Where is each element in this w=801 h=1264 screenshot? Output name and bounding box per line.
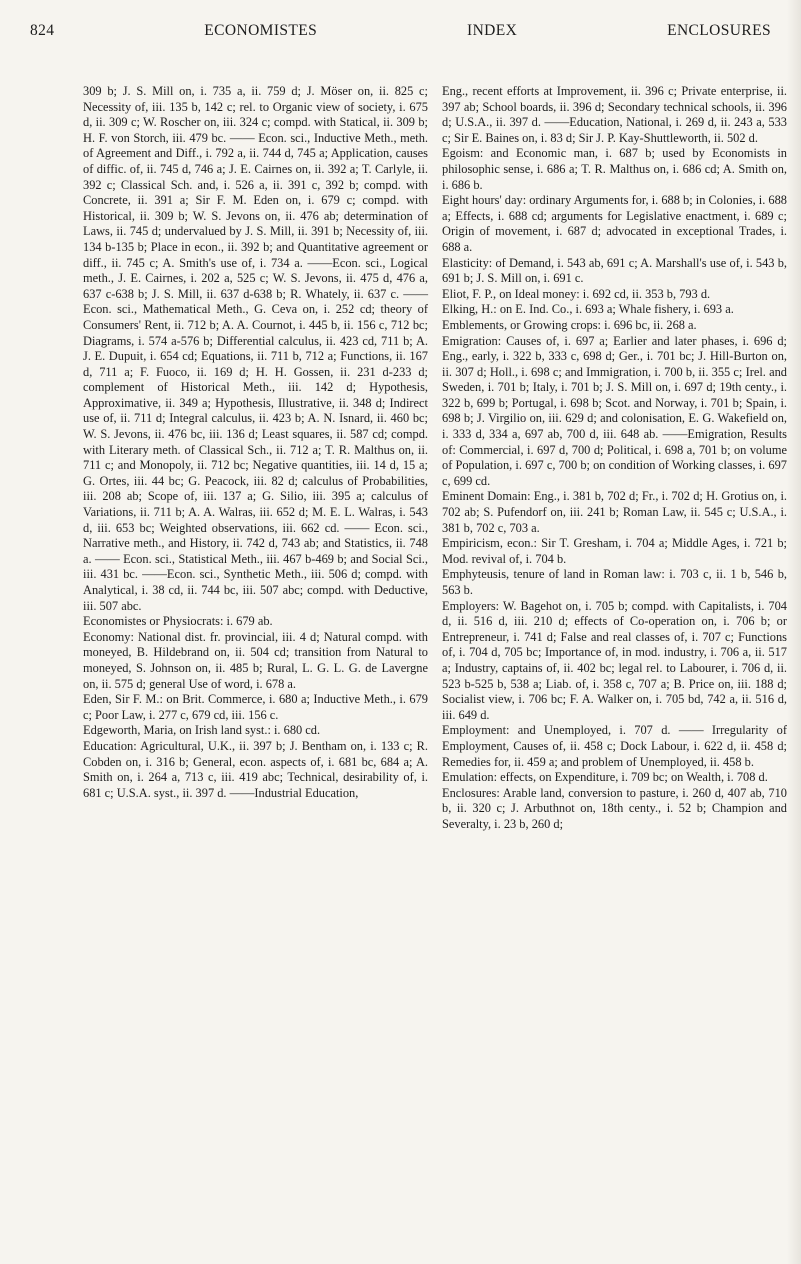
index-entry: Emigration: Causes of, i. 697 a; Earlier and later phases, i. 696 d; Eng., early, i. 322 b, 333 c, 698 d; Ger., i. 701 bc; J. Hill-Burton on, ii. 307 d; Holl., i. 698 c; and Immigration, i. 700 b, ii. 355 c; Irel. and Sweden, i. 701 b; Italy, i. 701 b; J. S. Mill on, i. 697 d; 19th centy., i. 322 b, 699 b; Portugal, i. 698 b; Scot. and Norway, i. 701 b; Spain, i. 698 b; J. Virgilio on, iii. 629 d; and colonisation, E. G. Wakefield on, i. 333 d, 334 a, 697 ab, 700 d, iii. 648 ab. ——Emigration, Results of: Commercial, i. 697 d, 700 d; Political, i. 698 a, 701 b; on volume of Population, i. 697 c, 700 b; on condition of Working classes, i. 697 c, 699 cd. [442, 333, 787, 488]
index-entry: Eden, Sir F. M.: on Brit. Commerce, i. 680 a; Inductive Meth., i. 679 c; Poor Law, i. 277 c, 679 cd, iii. 156 c. [83, 692, 428, 722]
index-entry: Economy: National dist. fr. provincial, iii. 4 d; Natural compd. with moneyed, B. Hildebrand on, ii. 504 cd; transition from Natural to moneyed, S. Johnson on, ii. 485 b; Rural, L. G. L. G. de Lavergne on, ii. 575 d; general Use of word, i. 678 a. [83, 629, 428, 691]
left-column [83, 84, 428, 801]
index-entry: Egoism: and Economic man, i. 687 b; used by Economists in philosophic sense, i. 686 a; T. R. Malthus on, i. 686 cd; A. Smith on, i. 686 b. [442, 146, 787, 192]
right-column [442, 84, 787, 833]
index-entry: Eng., recent efforts at Improvement, ii. 396 c; Private enterprise, ii. 397 ab; School boards, ii. 396 d; Secondary technical schools, ii. 396 d; U.S.A., ii. 397 d. ——Education, National, i. 269 d, ii. 243 a, 533 c; Sir E. Baines on, i. 83 d; Sir J. P. Kay-Shuttleworth, ii. 502 d. [442, 84, 787, 145]
index-entry: Elking, H.: on E. Ind. Co., i. 693 a; Whale fishery, i. 693 a. [442, 302, 734, 317]
index-entry: Emblements, or Growing crops: i. 696 bc, ii. 268 a. [442, 317, 697, 332]
page-number: 824 [30, 22, 55, 39]
index-entry: Eight hours' day: ordinary Arguments for, i. 688 b; in Colonies, i. 688 a; Effects, i. 688 cd; arguments for Legislative enactment, i. 689 c; Origin of movement, i. 687 d; advocated in exceptional Trades, i. 688 a. [442, 193, 787, 254]
index-entry: Eliot, F. P., on Ideal money: i. 692 cd, ii. 353 b, 793 d. [442, 286, 711, 301]
index-entry: Economistes or Physiocrats: i. 679 ab. [83, 614, 273, 629]
running-header [30, 22, 771, 44]
index-entry: Empiricism, econ.: Sir T. Gresham, i. 704 a; Middle Ages, i. 721 b; Mod. revival of, i. 704 b. [442, 536, 787, 566]
index-entry: Education: Agricultural, U.K., ii. 397 b; J. Bentham on, i. 133 c; R. Cobden on, i. 316 b; General, econ. aspects of, i. 681 bc, 684 a; A. Smith on, i. 264 a, 713 c, iii. 419 abc; Technical, desirability of, i. 681 c; U.S.A. syst., ii. 397 d. ——Industrial Education, [83, 738, 428, 800]
index-entry: Enclosures: Arable land, conversion to pasture, i. 260 d, 407 ab, 710 b, ii. 320 c; J. Arbuthnot on, 18th centy., i. 52 b; Champion and Severalty, i. 23 b, 260 d; [442, 785, 787, 831]
index-entry: 309 b; J. S. Mill on, i. 735 a, ii. 759 d; J. Möser on, ii. 825 c; Necessity of, iii. 135 b, 142 c; rel. to Organic view of society, i. 675 d, ii. 309 c; W. Roscher on, iii. 324 c; compd. with Statical, ii. 309 b; H. F. von Storch, iii. 479 bc. —— Econ. sci., Inductive Meth., meth. of Agreement and Diff., i. 792 a, ii. 744 d, 745 a; Application, causes of diffic. of, ii. 745 d, 746 a; J. E. Cairnes on, ii. 392 a; T. Carlyle, ii. 392 c; Classical Sch. and, i. 526 a, ii. 391 c, 392 b; compd. with Concrete, ii. 391 a; Sir F. M. Eden on, i. 679 c; compd. with Historical, ii. 309 b; W. S. Jevons on, ii. 476 ab; determination of Laws, ii. 745 d; undervalued by J. S. Mill, ii. 391 b; Necessity of, iii. 134 b-135 b; Place in econ., ii. 392 b; and Quantitative agreement or diff., ii. 745 c; A. Smith's use of, i. 734 a. ——Econ. sci., Logical meth., J. E. Cairnes, i. 202 a, 525 c; W. S. Jevons, ii. 475 d, 476 a, 637 c-638 b; J. S. Mill, ii. 637 d-638 b; R. Whately, ii. 637 c. ——Econ. sci., Mathematical Meth., G. Ceva on, i. 252 cd; theory of Consumers' Rent, ii. 712 b; A. A. Cournot, i. 445 b, ii. 156 c, 712 bc; Diagrams, i. 574 a-576 b; Differential calculus, ii. 423 cd, 711 b; A. J. E. Dupuit, i. 654 cd; Equations, ii. 711 b, 712 a; Functions, ii. 167 d, 711 a; F. Fuoco, ii. 169 d; H. H. Gossen, ii. 231 d-233 d; complement of Historical Meth., iii. 142 d; Hypothesis, Approximative, ii. 349 a; Hypothesis, Illustrative, ii. 348 d; Indirect use of, ii. 711 d; Integral calculus, ii. 423 b; A. N. Isnard, ii. 460 bc; W. S. Jevons, ii. 476 bc, iii. 136 d; Least squares, ii. 587 cd; compd. with Literary meth. of Classical Sch., ii. 712 a; T. R. Malthus on, ii. 711 c; and Monopoly, ii. 712 bc; Negative quantities, iii. 14 d, 15 a; G. Ortes, iii. 44 bc; G. Peacock, iii. 82 d; calculus of Probabilities, iii. 208 ab; Scope of, iii. 137 a; G. Silio, iii. 395 a; calculus of Variations, ii. 711 b; A. A. Walras, iii. 652 d; M. E. L. Walras, i. 543 d, iii. 653 bc; Weighted observations, iii. 662 cd. —— Econ. sci., Narrative meth., and History, ii. 742 d, 743 ab; and Statistics, ii. 748 a. —— Econ. sci., Statistical Meth., iii. 467 b-469 b; and Social Sci., iii. 431 bc. ——Econ. sci., Synthetic Meth., iii. 506 d; compd. with Analytical, i. 38 cd, ii. 744 bc, iii. 507 abc; compd. with Deductive, iii. 507 abc. [83, 84, 428, 613]
index-entry: Edgeworth, Maria, on Irish land syst.: i. 680 cd. [83, 723, 321, 738]
page-edge-shadow [787, 0, 801, 1264]
index-entry: Employment: and Unemployed, i. 707 d. —— Irregularity of Employment, Causes of, ii. 458 c; Dock Labour, i. 622 d, ii. 458 d; Remedies for, ii. 459 a; and problem of Unemployed, ii. 458 b. [442, 723, 787, 769]
index-entry: Employers: W. Bagehot on, i. 705 b; compd. with Capitalists, i. 704 d, ii. 516 d, iii. 210 d; effects of Co-operation on, i. 706 b; or Entrepreneur, i. 741 d; False and real classes of, i. 707 c; Functions of, i. 704 d, 705 bc; Importance of, in mod. industry, i. 706 a, ii. 517 a; Industry, captains of, ii. 402 bc; legal rel. to Labourer, i. 706 d, ii. 523 b-525 b, 538 a; Liab. of, i. 358 c, 707 a; B. Price on, iii. 188 d; Socialist view, i. 706 bc; F. A. Walker on, i. 705 bd, 742 a, ii. 516 d, iii. 649 d. [442, 598, 787, 722]
header-title-right: ENCLOSURES [667, 22, 771, 39]
index-entry: Emphyteusis, tenure of land in Roman law: i. 703 c, ii. 1 b, 546 b, 563 b. [442, 567, 787, 597]
index-entry: Eminent Domain: Eng., i. 381 b, 702 d; Fr., i. 702 d; H. Grotius on, i. 702 ab; S. Pufendorf on, iii. 241 b; Roman Law, ii. 545 c; U.S.A., i. 381 b, 702 c, 703 a. [442, 489, 787, 535]
header-title-center: INDEX [467, 22, 518, 39]
index-entry: Elasticity: of Demand, i. 543 ab, 691 c; A. Marshall's use of, i. 543 b, 691 b; J. S. Mill on, i. 691 c. [442, 255, 787, 286]
header-title-left: ECONOMISTES [204, 22, 318, 39]
index-entry: Emulation: effects, on Expenditure, i. 709 bc; on Wealth, i. 708 d. [442, 770, 768, 785]
